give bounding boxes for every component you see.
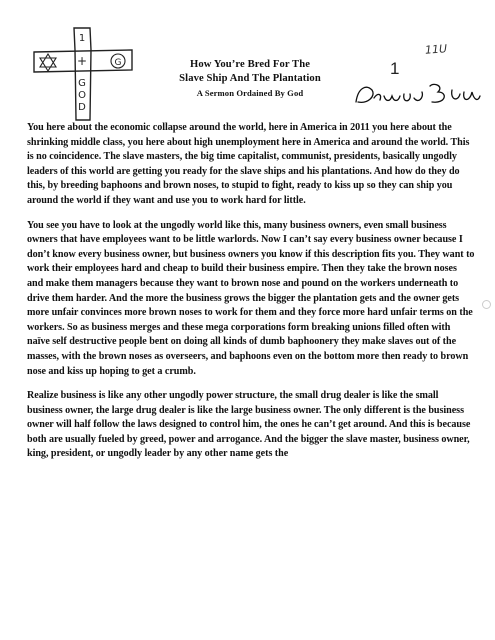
cross-word-letter: D xyxy=(78,102,86,113)
handwritten-signature xyxy=(352,80,482,110)
title-line-2: Slave Ship And The Plantation xyxy=(179,73,321,84)
cross-word-letter: G xyxy=(78,78,86,89)
paragraph-3: Realize business is like any other ungodly power structure, the small drug dealer is like the small business owner, the large drug dealer is like the large business owner. The only different is the business owner will half follow the laws designed to control him, the ones he can’t get around. And this is because both are usually fueled by greed, power and arrogance. And the bigger the slave master, business owner, king, president, or ungodly leader by any other name gets the xyxy=(27,390,471,460)
cross-word-letter: O xyxy=(78,90,86,101)
cross-top-text: 1 xyxy=(78,33,86,44)
page-number: 1 xyxy=(390,59,400,78)
g-symbol-text: G xyxy=(114,58,122,68)
cross-word-text xyxy=(78,78,86,113)
subtitle: A Sermon Ordained By God xyxy=(196,88,304,98)
cross-logo xyxy=(28,24,138,124)
star-of-david-icon xyxy=(40,54,56,71)
signature xyxy=(352,80,482,110)
title-line-1: How You’re Bred For The xyxy=(189,59,310,70)
document-header xyxy=(140,58,360,100)
cross-middle-text: + xyxy=(76,54,88,68)
page-mark: 11U xyxy=(424,42,448,57)
paragraph-1: You here about the economic collapse around the world, here in America in 2011 you here about the shrinking middle class, you here about high unemployment here in America and around the world. This is no coincidence. The slave masters, the big time capitalist, communist, presidents, basically ungodly leaders of this world are getting you ready for the slave ships and his plantations. And how do they do this, by breeding baphoons and brown noses, to stupid to fight, ready to kiss up so they can ship you around the world if they want and use you to work hard for little. xyxy=(27,122,470,206)
sermon-body xyxy=(27,121,475,472)
cross-icon xyxy=(28,24,138,124)
punch-hole xyxy=(482,300,491,309)
paragraph-2: You see you have to look at the ungodly world like this, many business owners, even small business owners that have employees want to be little warlords. Now I can’t say every business owner because I don’t know every business owner, but business owners you know if this description fits you. They want to work their employees hard and cheap to build their business empire. Then they take the brown noses and make them managers because they want to brown nose and pound on the workers underneath to drive them harder. And the more the business grows the bigger the plantation gets and the owner gets more unfair convinces more brown noses to work for them and they force more hard unfair terms on the workers. So as business merges and these mega corporations form breaking unions filled often with naïve self destructive people bent on doing all kinds of dumb baphoonery they make slaves out of the masses, with the brown noses as overseers, and baphoons even on the bottom more then ready to brown nose and kiss up hoping to get a crumb. xyxy=(27,219,475,377)
